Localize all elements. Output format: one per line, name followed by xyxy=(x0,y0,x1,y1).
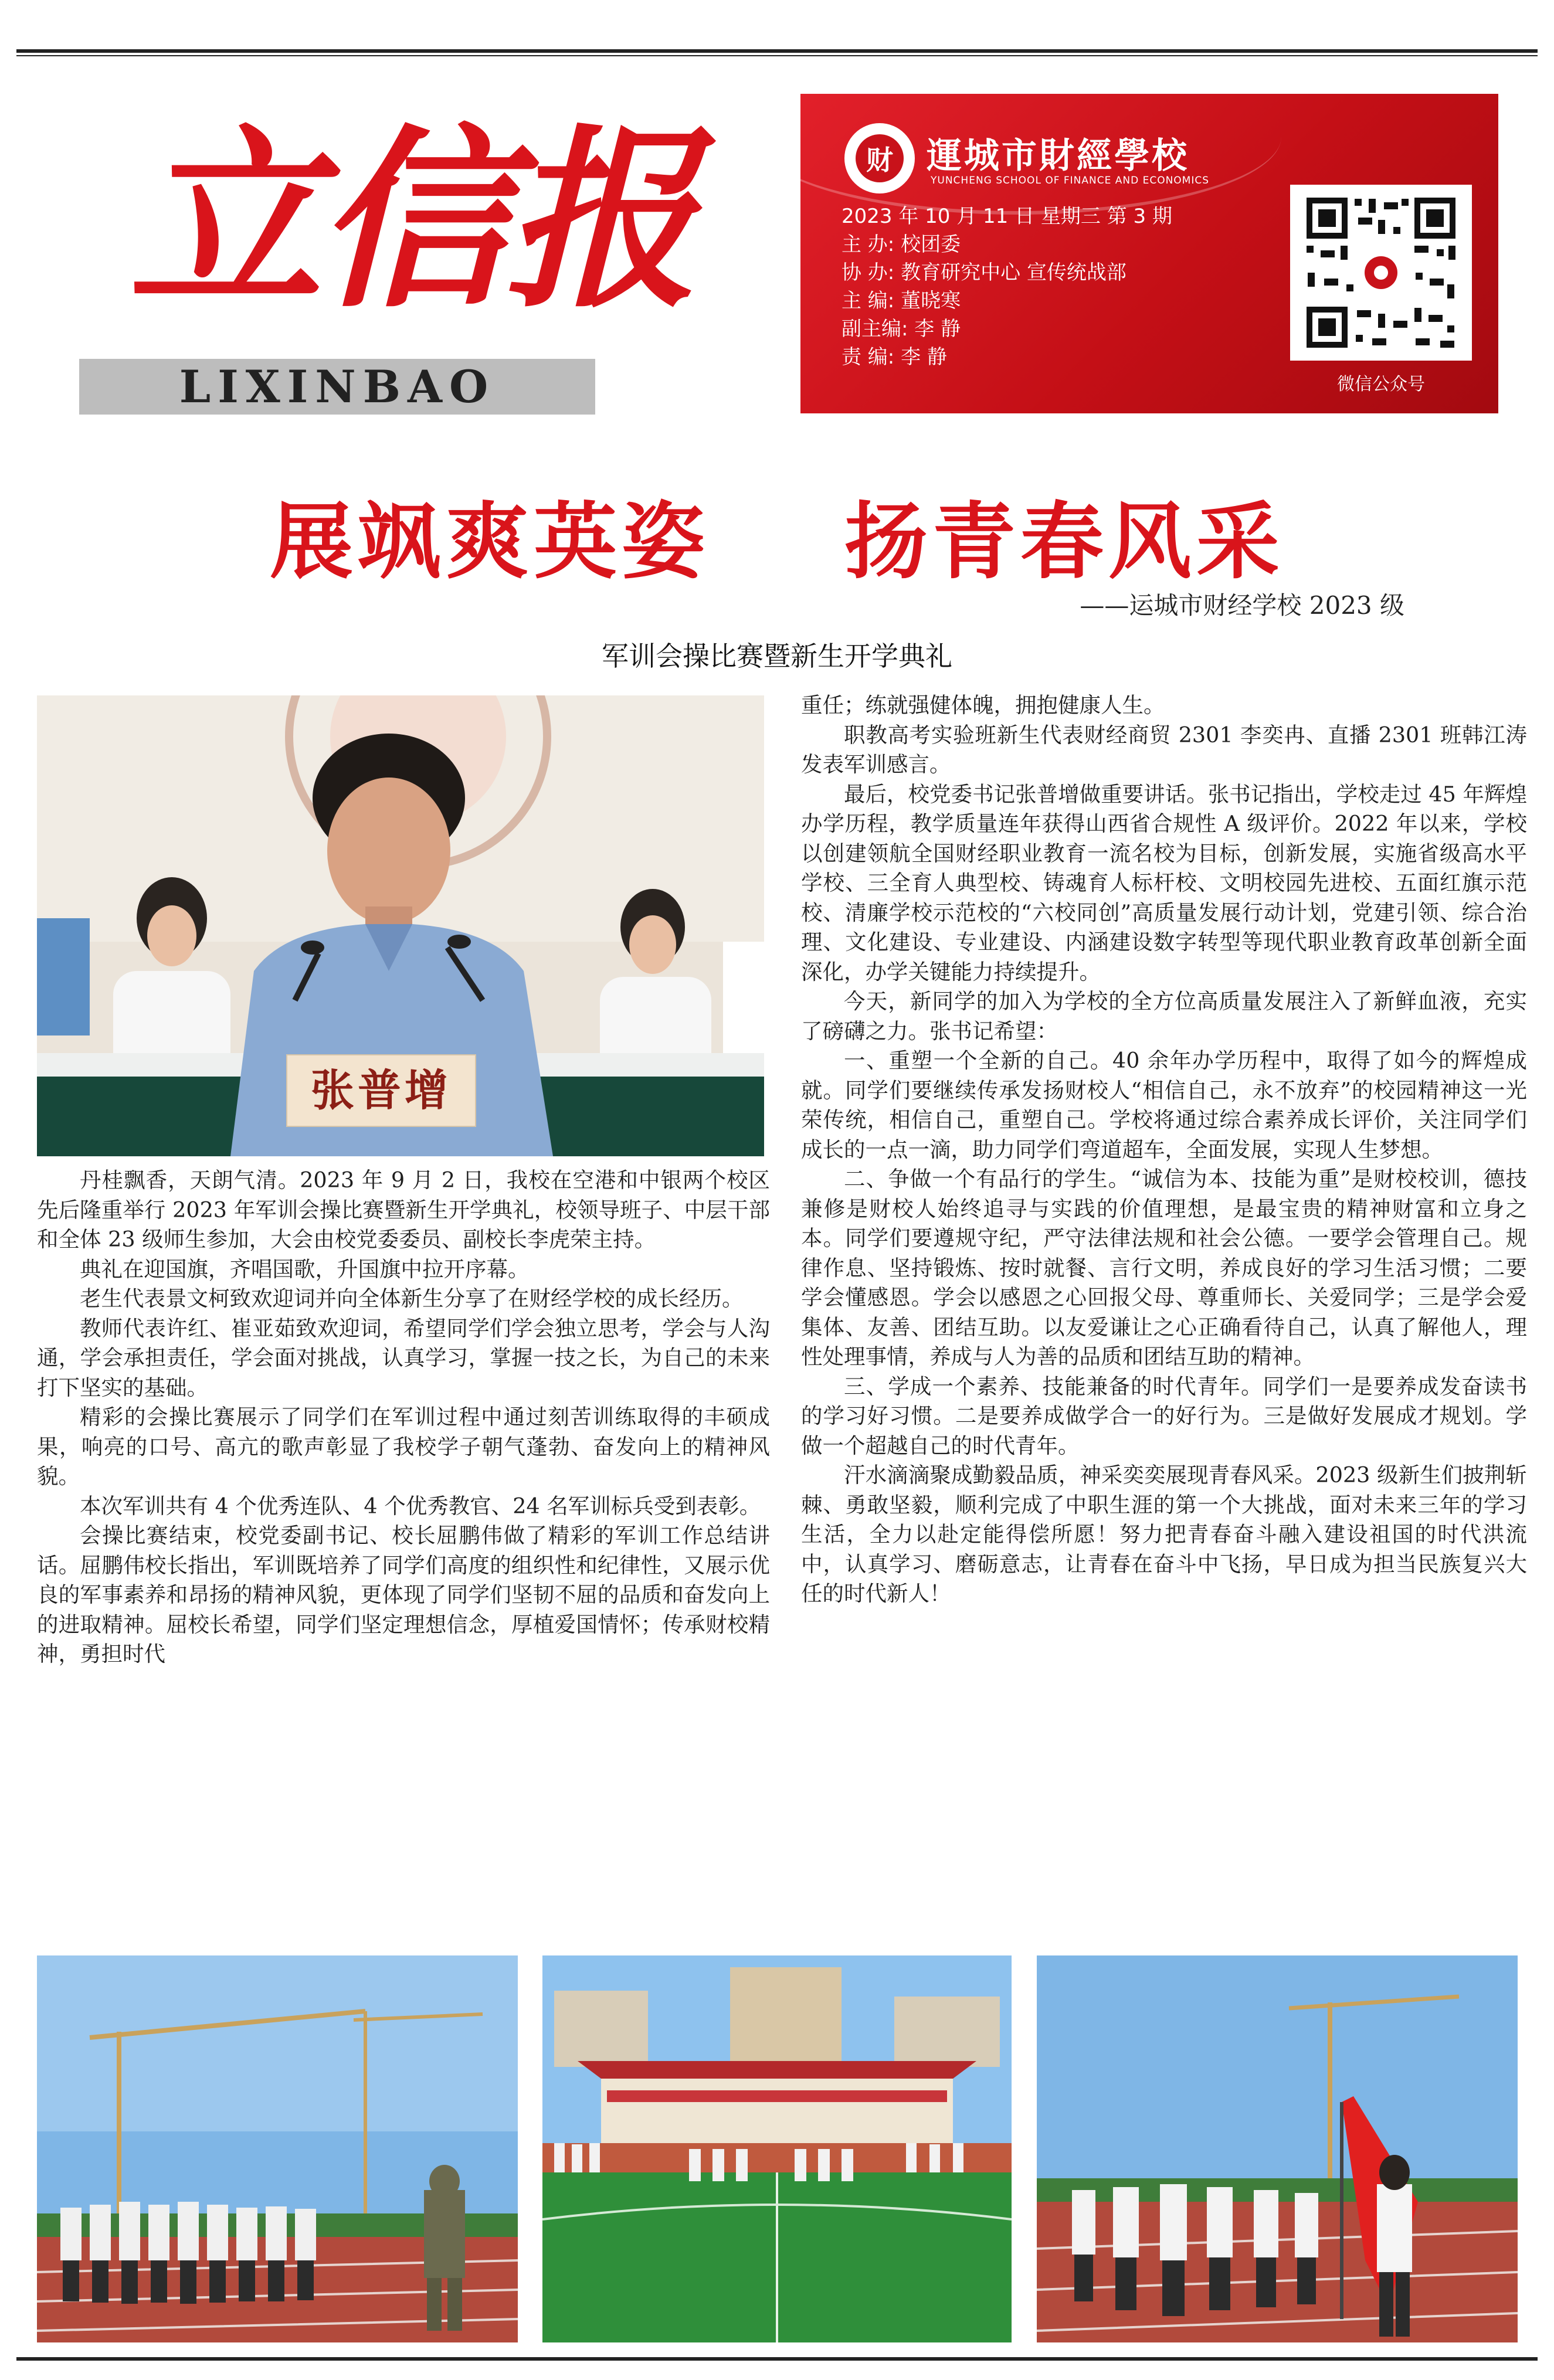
headline-subtitle: 军训会操比赛暨新生开学典礼 xyxy=(602,640,952,672)
article-paragraph: 汗水滴滴聚成勤毅品质，神采奕奕展现青春风采。2023 级新生们披荆斩棘、勇敢坚毅，顺利完成了中职生涯的第一个大挑战，面对未来三年的学习生活，全力以赴定能得偿所愿！努力把青春奋斗融入建设祖国的时代洪流中，认真学习、磨砺意志，让青春在奋斗中飞扬，早日成为担当民族复兴大任的时代新人！ xyxy=(801,1462,1527,1606)
article-paragraph: 一、重塑一个全新的自己。40 余年办学历程中，取得了如今的辉煌成就。同学们要继续传承发扬财校人“相信自己，永不放弃”的校园精神这一光荣传统，相信自己，重塑自己。学校将通过综合素养成长评价，关注同学们成长的一点一滴，助力同学们弯道超车，全面发展，实现人生梦想。 xyxy=(801,1048,1527,1162)
wechat-qr-code xyxy=(1290,185,1472,361)
school-name: 運城市財經學校 xyxy=(927,135,1189,176)
school-name-english: YUNCHENG SCHOOL OF FINANCE AND ECONOMICS xyxy=(931,175,1210,186)
photo-drill-left-art xyxy=(37,1955,518,2342)
article-paragraph: 丹桂飘香，天朗气清。2023 年 9 月 2 日，我校在空港和中银两个校区先后隆重举行 2023 年军训会操比赛暨新生开学典礼，校领导班子、中层干部和全体 23 级师生参加，大会由校党委委员、副校长李虎荣主持。 xyxy=(37,1167,770,1252)
article-paragraph: 本次军训共有 4 个优秀连队、4 个优秀教官、24 名军训标兵受到表彰。 xyxy=(80,1493,761,1519)
article-paragraph: 职教高考实验班新生代表财经商贸 2301 李奕冉、直播 2301 班韩江涛发表军训感言。 xyxy=(801,722,1527,777)
qr-label: 微信公众号 xyxy=(1337,374,1425,395)
speaker-nameplate: 张普增 xyxy=(286,1054,476,1127)
chief-editor-line: 主 编: 董晓寒 xyxy=(842,289,961,313)
article-column-right xyxy=(801,691,1527,1609)
article-continuation: 重任；练就强健体魄，拥抱健康人生。 xyxy=(801,692,1165,718)
top-rule xyxy=(16,49,1538,53)
article-paragraph: 三、学成一个素养、技能兼备的时代青年。同学们一是要养成发奋读书的学习好习惯。二是要养成做学合一的好行为。三是做好发展成才规划。学做一个超越自己的时代青年。 xyxy=(801,1373,1527,1458)
bottom-rule xyxy=(16,2357,1538,2361)
photo-stadium-center xyxy=(542,1955,1012,2342)
sponsor-line: 主 办: 校团委 xyxy=(842,233,961,256)
photo-stadium-art xyxy=(542,1955,1012,2342)
headline: 展飒爽英姿 扬青春风采 xyxy=(270,493,1284,590)
masthead-pinyin: LIXINBAO xyxy=(179,361,496,413)
co-sponsor-line: 协 办: 教育研究中心 宣传统战部 xyxy=(842,261,1127,284)
issue-date-line: 2023 年 10 月 11 日 星期三 第 3 期 xyxy=(842,205,1172,228)
article-paragraph: 典礼在迎国旗，齐唱国歌，升国旗中拉开序幕。 xyxy=(80,1256,530,1282)
headline-byline: ——运城市财经学校 2023 级 xyxy=(1080,591,1404,620)
school-logo-glyph: 财 xyxy=(856,134,904,182)
article-paragraph: 教师代表许红、崔亚茹致欢迎词，希望同学们学会独立思考，学会与人沟通，学会承担责任，学会面对挑战，认真学习，掌握一技之长，为自己的未来打下坚实的基础。 xyxy=(37,1315,770,1400)
masthead-title: 立信报 xyxy=(129,106,692,334)
top-rule-thin xyxy=(16,55,1538,56)
article-paragraph: 二、争做一个有品行的学生。“诚信为本、技能为重”是财校校训，德技兼修是财校人始终追寻与实践的价值理想，是最宝贵的精神财富和立身之本。同学们要遵规守纪，严守法律法规和社会公德。一要学会管理自己。规律作息、坚持锻炼、按时就餐、言行文明，养成良好的学习生活习惯；二要学会懂感恩。学会以感恩之心回报父母、尊重师长、关爱同学；三是学会爱集体、友善、团结互助。以友爱谦让之心正确看待自己，认真了解他人，理性处理事情，养成与人为善的品质和团结互助的精神。 xyxy=(801,1166,1527,1369)
photo-flag-art xyxy=(1037,1955,1518,2342)
article-paragraph: 今天，新同学的加入为学校的全方位高质量发展注入了新鲜血液，充实了磅礴之力。张书记希望： xyxy=(801,989,1527,1044)
publication-info-box xyxy=(800,94,1498,413)
article-paragraph: 老生代表景文柯致欢迎词并向全体新生分享了在财经学校的成长经历。 xyxy=(80,1286,744,1311)
article-paragraph: 最后，校党委书记张普增做重要讲话。张书记指出，学校走过 45 年辉煌办学历程，教学质量连年获得山西省合规性 A 级评价。2022 年以来，学校以创建领航全国财经职业教育一流名校为目标，创新发展，实施省级高水平学校、三全育人典型校、铸魂育人标杆校、文明校园先进校、五面红旗示范校、清廉学校示范校的“六校同创”高质量发展行动计划，党建引领、综合治理、文化建设、专业建设、内涵建设数字转型等现代职业教育政革创新全面深化，办学关键能力持续提升。 xyxy=(801,781,1527,984)
photo-flag-right xyxy=(1037,1955,1518,2342)
article-paragraph: 会操比赛结束，校党委副书记、校长屈鹏伟做了精彩的军训工作总结讲话。屈鹏伟校长指出，军训既培养了同学们高度的组织性和纪律性，又展示优良的军事素养和昂扬的精神风貌，更体现了同学们坚韧不屈的品质和奋发向上的进取精神。屈校长希望，同学们坚定理想信念，厚植爱国情怀；传承财校精神，勇担时代 xyxy=(37,1523,770,1666)
responsible-editor-line: 责 编: 李 静 xyxy=(842,345,947,369)
photo-drill-left xyxy=(37,1955,518,2342)
school-logo-icon xyxy=(844,123,915,193)
article-paragraph: 精彩的会操比赛展示了同学们在军训过程中通过刻苦训练取得的丰硕成果，响亮的口号、高亢的歌声彰显了我校学子朝气蓬勃、奋发向上的精神风貌。 xyxy=(37,1404,770,1489)
deputy-editor-line: 副主编: 李 静 xyxy=(842,317,961,341)
publication-details xyxy=(842,202,1172,371)
article-column-left xyxy=(37,1166,770,1669)
photo-speaker xyxy=(37,695,764,1156)
